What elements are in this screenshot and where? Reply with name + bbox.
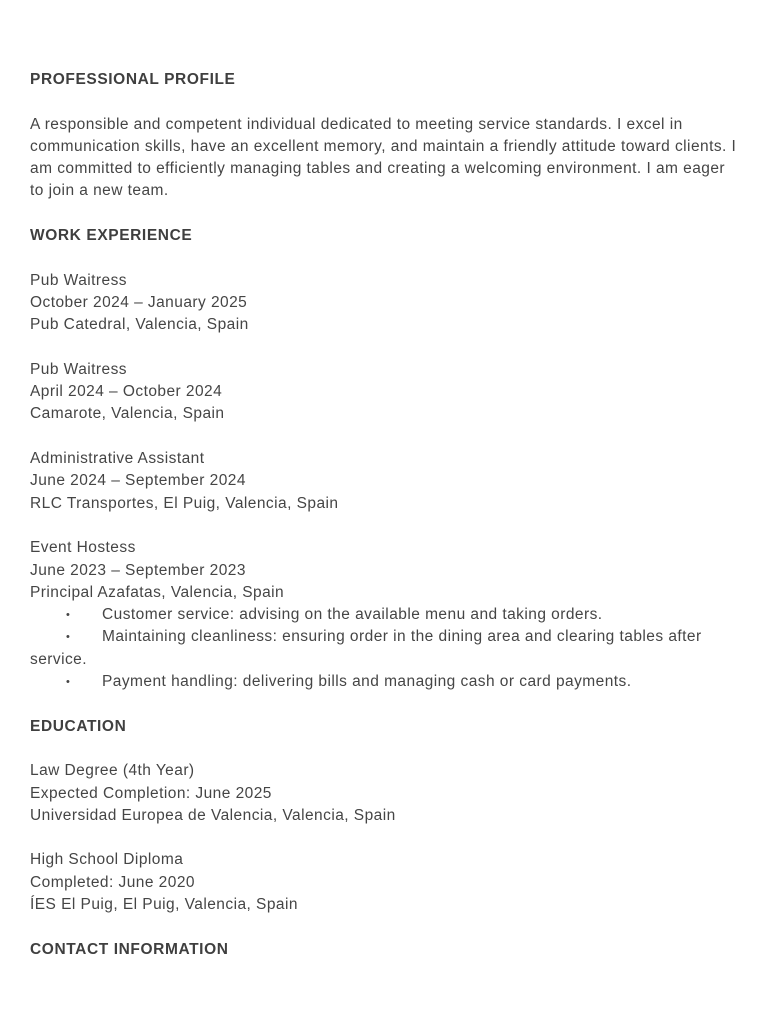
resume-document (30, 69, 742, 961)
education-entry (30, 760, 742, 827)
job-title: Pub Waitress (30, 271, 127, 289)
spacer (30, 426, 742, 448)
spacer (30, 203, 742, 225)
spacer (30, 247, 742, 269)
education-title: Law Degree (4th Year) (30, 762, 195, 780)
job-title: Pub Waitress (30, 360, 127, 378)
duty-text: Maintaining cleanliness: ensuring order in the dining area and clearing tables after (102, 628, 702, 646)
education-place: ÍES El Puig, El Puig, Valencia, Spain (30, 895, 298, 913)
job-dates: April 2024 – October 2024 (30, 383, 223, 401)
education-title: High School Diploma (30, 851, 184, 869)
job-title: Administrative Assistant (30, 450, 205, 468)
profile-paragraph (30, 114, 742, 203)
duty-bullet (30, 604, 742, 626)
job-title: Event Hostess (30, 539, 136, 557)
duty-bullet (30, 671, 742, 693)
job-place: RLC Transportes, El Puig, Valencia, Spain (30, 494, 339, 512)
spacer (30, 916, 742, 938)
section-heading-profile: PROFESSIONAL PROFILE (30, 71, 236, 88)
job-place: Camarote, Valencia, Spain (30, 405, 225, 423)
education-entry (30, 849, 742, 916)
profile-line: am committed to efficiently managing tables and creating a welcoming environment. I am eager (30, 160, 726, 178)
section-heading-education: EDUCATION (30, 717, 127, 735)
education-date: Expected Completion: June 2025 (30, 784, 272, 802)
job-dates: June 2023 – September 2023 (30, 561, 246, 579)
spacer (30, 337, 742, 359)
duty-text-continuation: service. (30, 650, 88, 668)
job-entry (30, 537, 742, 693)
duty-bullet (30, 626, 742, 648)
profile-line: communication skills, have an excellent memory, and maintain a friendly attitude toward clients. I (30, 137, 737, 155)
duty-text: Payment handling: delivering bills and managing cash or card payments. (102, 673, 632, 691)
section-heading-experience: WORK EXPERIENCE (30, 227, 193, 245)
job-dates: June 2024 – September 2024 (30, 472, 246, 490)
bullet-icon: • (66, 631, 71, 644)
spacer (30, 738, 742, 760)
spacer (30, 515, 742, 537)
bullet-icon: • (66, 609, 71, 622)
job-entry (30, 448, 742, 515)
job-dates: October 2024 – January 2025 (30, 293, 248, 311)
job-entry (30, 359, 742, 426)
spacer (30, 827, 742, 849)
spacer (30, 91, 742, 113)
bullet-icon: • (66, 676, 71, 689)
job-place: Principal Azafatas, Valencia, Spain (30, 583, 285, 601)
education-date: Completed: June 2020 (30, 873, 195, 891)
section-heading-contact: CONTACT INFORMATION (30, 940, 229, 958)
profile-line: A responsible and competent individual dedicated to meeting service standards. I excel in (30, 115, 683, 133)
spacer (30, 693, 742, 715)
job-place: Pub Catedral, Valencia, Spain (30, 316, 249, 334)
duty-text: Customer service: advising on the available menu and taking orders. (102, 606, 603, 624)
profile-line: to join a new team. (30, 182, 169, 200)
education-place: Universidad Europea de Valencia, Valencia, Spain (30, 806, 396, 824)
job-entry (30, 270, 742, 337)
